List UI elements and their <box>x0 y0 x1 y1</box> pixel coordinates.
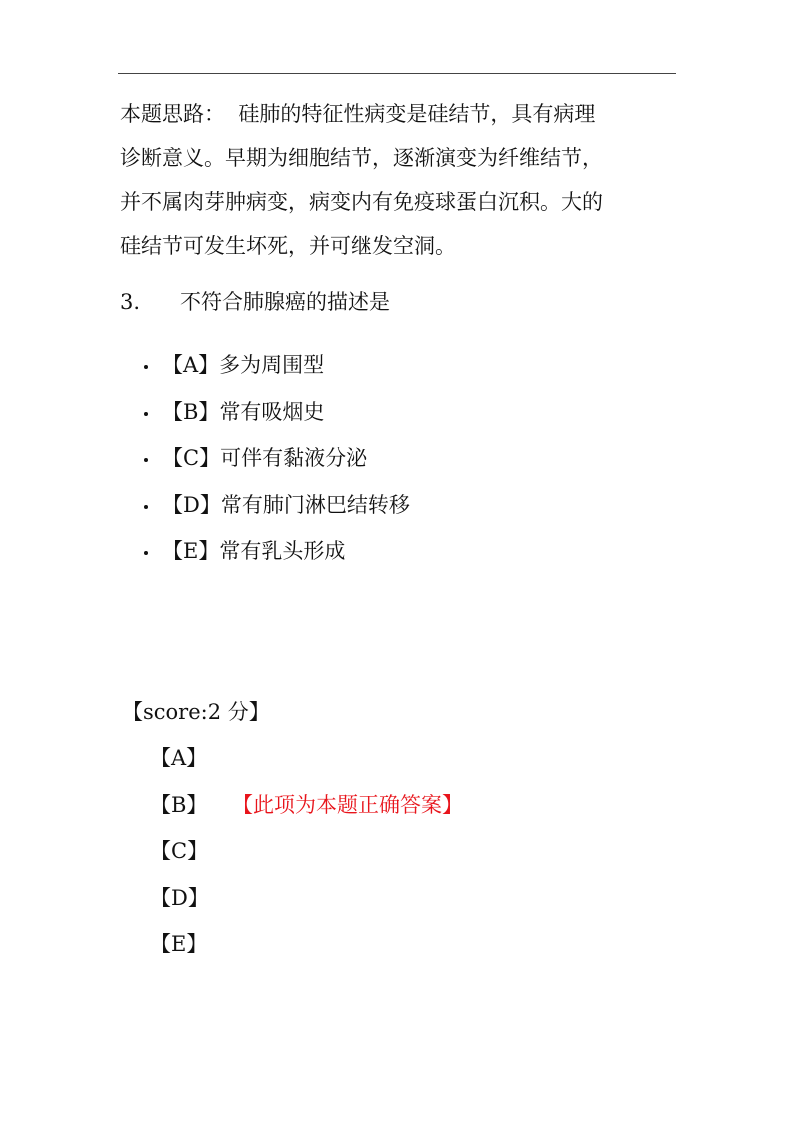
bullet-icon <box>144 551 148 555</box>
option-text: 常有肺门淋巴结转移 <box>220 492 410 517</box>
explanation-block <box>120 92 680 268</box>
option-e <box>140 529 410 576</box>
explanation-line-1 <box>120 92 680 136</box>
explanation-line-4: 硅结节可发生坏死，并可继发空洞。 <box>120 234 456 258</box>
explanation-line-3: 并不属肉芽肿病变，病变内有免疫球蛋白沉积。大的 <box>120 190 603 214</box>
option-label: 【D】 <box>162 492 221 517</box>
option-text: 多为周围型 <box>219 353 325 377</box>
option-label: 【C】 <box>162 446 221 470</box>
answer-label: 【B】 <box>150 792 208 817</box>
option-c <box>140 436 410 483</box>
option-text: 常有乳头形成 <box>219 539 346 563</box>
answer-label: 【C】 <box>150 839 209 863</box>
question-number: 3. <box>120 290 141 314</box>
answer-row-a <box>150 736 463 783</box>
option-list <box>140 343 410 576</box>
question-title <box>120 282 390 322</box>
answer-list <box>150 736 463 969</box>
answer-row-d <box>150 876 463 923</box>
option-label: 【B】 <box>162 399 220 424</box>
answer-row-e <box>150 922 463 969</box>
answer-row-c <box>150 829 463 876</box>
option-a <box>140 343 410 390</box>
bullet-icon <box>144 458 148 462</box>
option-label: 【A】 <box>162 353 220 377</box>
answer-row-b <box>150 783 463 830</box>
score-label: 【score:2 分】 <box>122 700 270 724</box>
option-b <box>140 390 410 437</box>
bullet-icon <box>144 505 148 509</box>
answer-label: 【A】 <box>150 746 208 770</box>
option-label: 【E】 <box>162 539 220 563</box>
explanation-text-1: 硅肺的特征性病变是硅结节，具有病理 <box>238 102 596 126</box>
option-text: 可伴有黏液分泌 <box>220 446 368 470</box>
correct-answer-note: 【此项为本题正确答案】 <box>232 792 463 817</box>
explanation-label: 本题思路： <box>120 102 225 126</box>
question-text: 不符合肺腺癌的描述是 <box>180 290 390 314</box>
bullet-icon <box>144 412 148 416</box>
explanation-line-2: 诊断意义。早期为细胞结节，逐渐演变为纤维结节， <box>120 146 603 170</box>
answer-label: 【D】 <box>150 885 209 910</box>
top-divider <box>118 73 676 74</box>
option-text: 常有吸烟史 <box>219 399 325 424</box>
bullet-icon <box>144 365 148 369</box>
answer-label: 【E】 <box>150 932 208 956</box>
option-d <box>140 483 410 530</box>
